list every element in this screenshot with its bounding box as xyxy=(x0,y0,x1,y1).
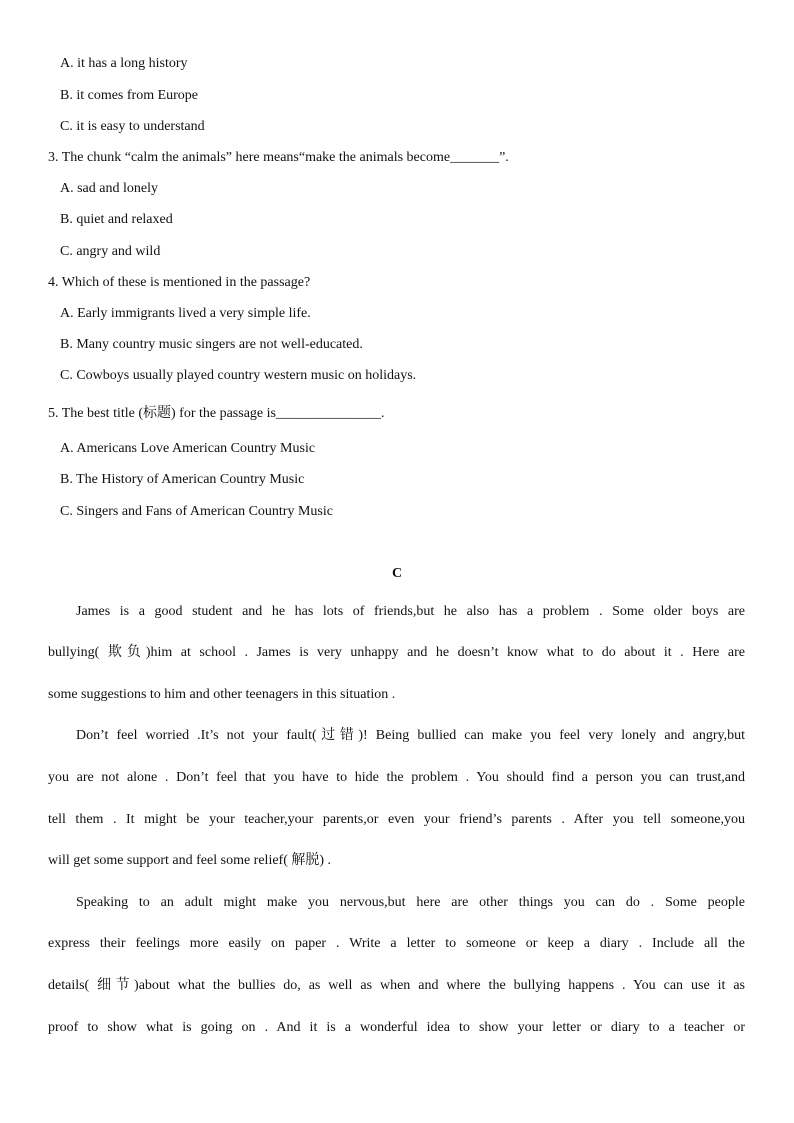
q2-option-c: C. it is easy to understand xyxy=(60,119,205,134)
paragraph-3-line-2: express their feelings more easily on paper . Write a letter to someone or keep a diary . Include all the xyxy=(48,936,745,951)
paragraph-1-line-3: some suggestions to him and other teenagers in this situation . xyxy=(48,687,396,702)
q4-stem: 4. Which of these is mentioned in the passage? xyxy=(48,275,311,290)
q4-option-c: C. Cowboys usually played country western music on holidays. xyxy=(60,368,417,383)
q3-stem: 3. The chunk “calm the animals” here means“make the animals become_______”. xyxy=(48,150,509,165)
paragraph-3-line-3: details( 细节)about what the bullies do, as well as when and where the bullying happens . You can use it as xyxy=(48,978,745,993)
paragraph-2-line-2: you are not alone . Don’t feel that you have to hide the problem . You should find a person you can trust,and xyxy=(48,770,745,785)
q5-option-a: A. Americans Love American Country Music xyxy=(60,441,316,456)
q5-option-b: B. The History of American Country Music xyxy=(60,472,305,487)
paragraph-2-line-3: tell them . It might be your teacher,your parents,or even your friend’s parents . After you tell someone,you xyxy=(48,812,745,827)
q5-option-c: C. Singers and Fans of American Country Music xyxy=(60,504,333,519)
paragraph-3-line-1: Speaking to an adult might make you nervous,but here are other things you can do . Some people xyxy=(76,895,745,910)
q3-option-a: A. sad and lonely xyxy=(60,181,158,196)
q5-stem: 5. The best title (标题) for the passage is_______________. xyxy=(48,406,385,421)
paragraph-1-line-1: James is a good student and he has lots of friends,but he also has a problem . Some older boys are xyxy=(76,604,745,619)
q4-option-a: A. Early immigrants lived a very simple life. xyxy=(60,306,311,321)
paragraph-2-line-4: will get some support and feel some relief( 解脱) . xyxy=(48,853,332,868)
paragraph-2-line-1: Don’t feel worried .It’s not your fault(过错)! Being bullied can make you feel very lonely and angry,but xyxy=(76,728,745,743)
q3-option-c: C. angry and wild xyxy=(60,244,161,259)
paragraph-1-line-2: bullying( 欺负)him at school . James is very unhappy and he doesn’t know what to do about it . Here are xyxy=(48,645,745,660)
q2-option-b: B. it comes from Europe xyxy=(60,88,199,103)
q2-option-a: A. it has a long history xyxy=(60,56,188,71)
section-c-heading: C xyxy=(391,566,403,581)
paragraph-3-line-4: proof to show what is going on . And it is a wonderful idea to show your letter or diary to a teacher or xyxy=(48,1020,745,1035)
q3-option-b: B. quiet and relaxed xyxy=(60,212,173,227)
q4-option-b: B. Many country music singers are not well-educated. xyxy=(60,337,363,352)
